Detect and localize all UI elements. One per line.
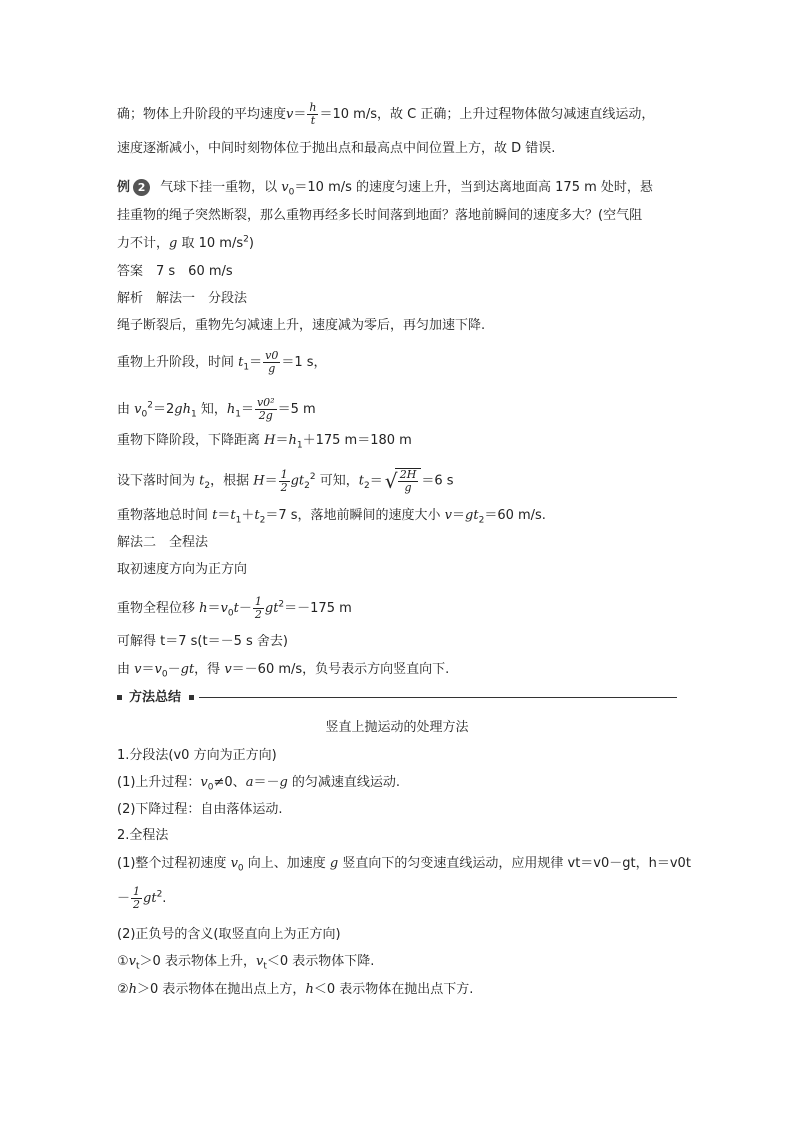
summary-title: 竖直上抛运动的处理方法 (325, 720, 469, 735)
fraction: $\frac{\text{v0²}}{2g}$ (256, 396, 275, 422)
summary-line-6: － $\frac{1}{2}$ $gt^2$. (117, 885, 167, 911)
answer-line: 答案 7 s 60 m/s (117, 264, 233, 279)
summary-line-8: $①v_t>0$ 表示物体上升，$v_t<0$ 表示物体下降. (117, 954, 375, 972)
example-number-badge: 2 (133, 179, 150, 196)
example-question-line-3: 力不计，g 取 10 $m/s^2$) (117, 234, 254, 251)
summary-line-4: 2.全程法 (117, 828, 169, 843)
summary-bar-title: 方法总结 (129, 690, 182, 705)
solution-line-2: 重物上升阶段，时间 $t_1=$ $\frac{v0}{g}$ ＝1 s， (117, 349, 327, 375)
text-line-2: 速度逐渐减小，中间时刻物体位于抛出点和最高点中间位置上方，故 D 错误. (117, 141, 556, 156)
text: 确；物体上升阶段的平均速度 (117, 107, 287, 122)
bullet-square-icon (117, 695, 122, 700)
summary-line-9: ②h＞0 表示物体在抛出点上方，h＜0 表示物体在抛出点下方. (117, 982, 474, 997)
summary-line-3: (2)下降过程：自由落体运动. (117, 802, 283, 817)
text: ＝10 m/s，故 C 正确；上升过程物体做匀减速直线运动， (319, 107, 655, 122)
method2-line-1: 取初速度方向为正方向 (117, 562, 248, 577)
method2-title: 解法二 全程法 (117, 535, 209, 550)
solution-line-4: 重物下降阶段，下降距离 $H=h_1+175$ m＝180 m (117, 433, 412, 451)
example-question-line-2: 挂重物的绳子突然断裂，那么重物再经多长时间落到地面？落地前瞬间的速度多大？(空气阻 (117, 208, 643, 223)
text: ＝ (293, 107, 307, 122)
method2-line-3: 可解得 t＝7 s(t＝－5 s 舍去) (117, 634, 288, 649)
example-question-line-1: 例 2 气球下挂一重物，以 $v_0=10$ m/s 的速度匀速上升，当到达离地面高 175 m 处时，悬 (117, 180, 653, 198)
example-label: 例 (117, 180, 131, 195)
divider (199, 697, 677, 698)
summary-line-2: (1)上升过程：$v_0\ne 0$、a＝－g 的匀减速直线运动. (117, 775, 401, 793)
method2-line-2: 重物全程位移 $h=v_0t-$ $\frac{1}{2}$ $gt^2=-175$ m (117, 595, 352, 621)
solution-line-6: 重物落地总时间 $t=t_1+t_2=7$ s，落地前瞬间的速度大小 $v=gt_2=60$ m/s. (117, 508, 546, 526)
fraction: $\frac{h}{t}$ (309, 101, 317, 127)
solution-line-5: 设下落时间为 $t_2$，根据 H＝ $\frac{1}{2}$ $gt_2^2$ 可知，$t_2=$ √ $\frac{2H}{g}$ ＝6 s (117, 468, 454, 494)
analysis-title: 解析 解法一 分段法 (117, 291, 248, 306)
summary-line-1: 1.分段法(v0 方向为正方向) (117, 748, 277, 763)
fraction: $\frac{1}{2}$ (280, 467, 288, 494)
solution-line-3: 由 $v_0^2=2gh_1$ 知，$h_1=$ $\frac{\text{v0²}}{2g}$ ＝5 m (117, 396, 316, 422)
summary-line-7: (2)正负号的含义(取竖直向上为正方向) (117, 927, 341, 942)
symbol: v (286, 107, 294, 122)
bullet-square-icon (189, 695, 194, 700)
square-root: √ $\frac{2H}{g}$ (395, 468, 422, 494)
summary-line-5: (1)整个过程初速度 $v_0$ 向上、加速度 g 竖直向下的匀变速直线运动，应用规律 vt＝v0－gt，h＝v0t (117, 856, 691, 874)
text-line-1 (117, 102, 654, 127)
fraction: $\frac{v0}{g}$ (265, 349, 279, 375)
summary-header (117, 689, 677, 709)
method2-line-4: 由 $v=v_0-gt$，得 v＝－60 m/s，负号表示方向竖直向下. (117, 662, 450, 680)
solution-line-1: 绳子断裂后，重物先匀减速上升，速度减为零后，再匀加速下降. (117, 318, 486, 333)
